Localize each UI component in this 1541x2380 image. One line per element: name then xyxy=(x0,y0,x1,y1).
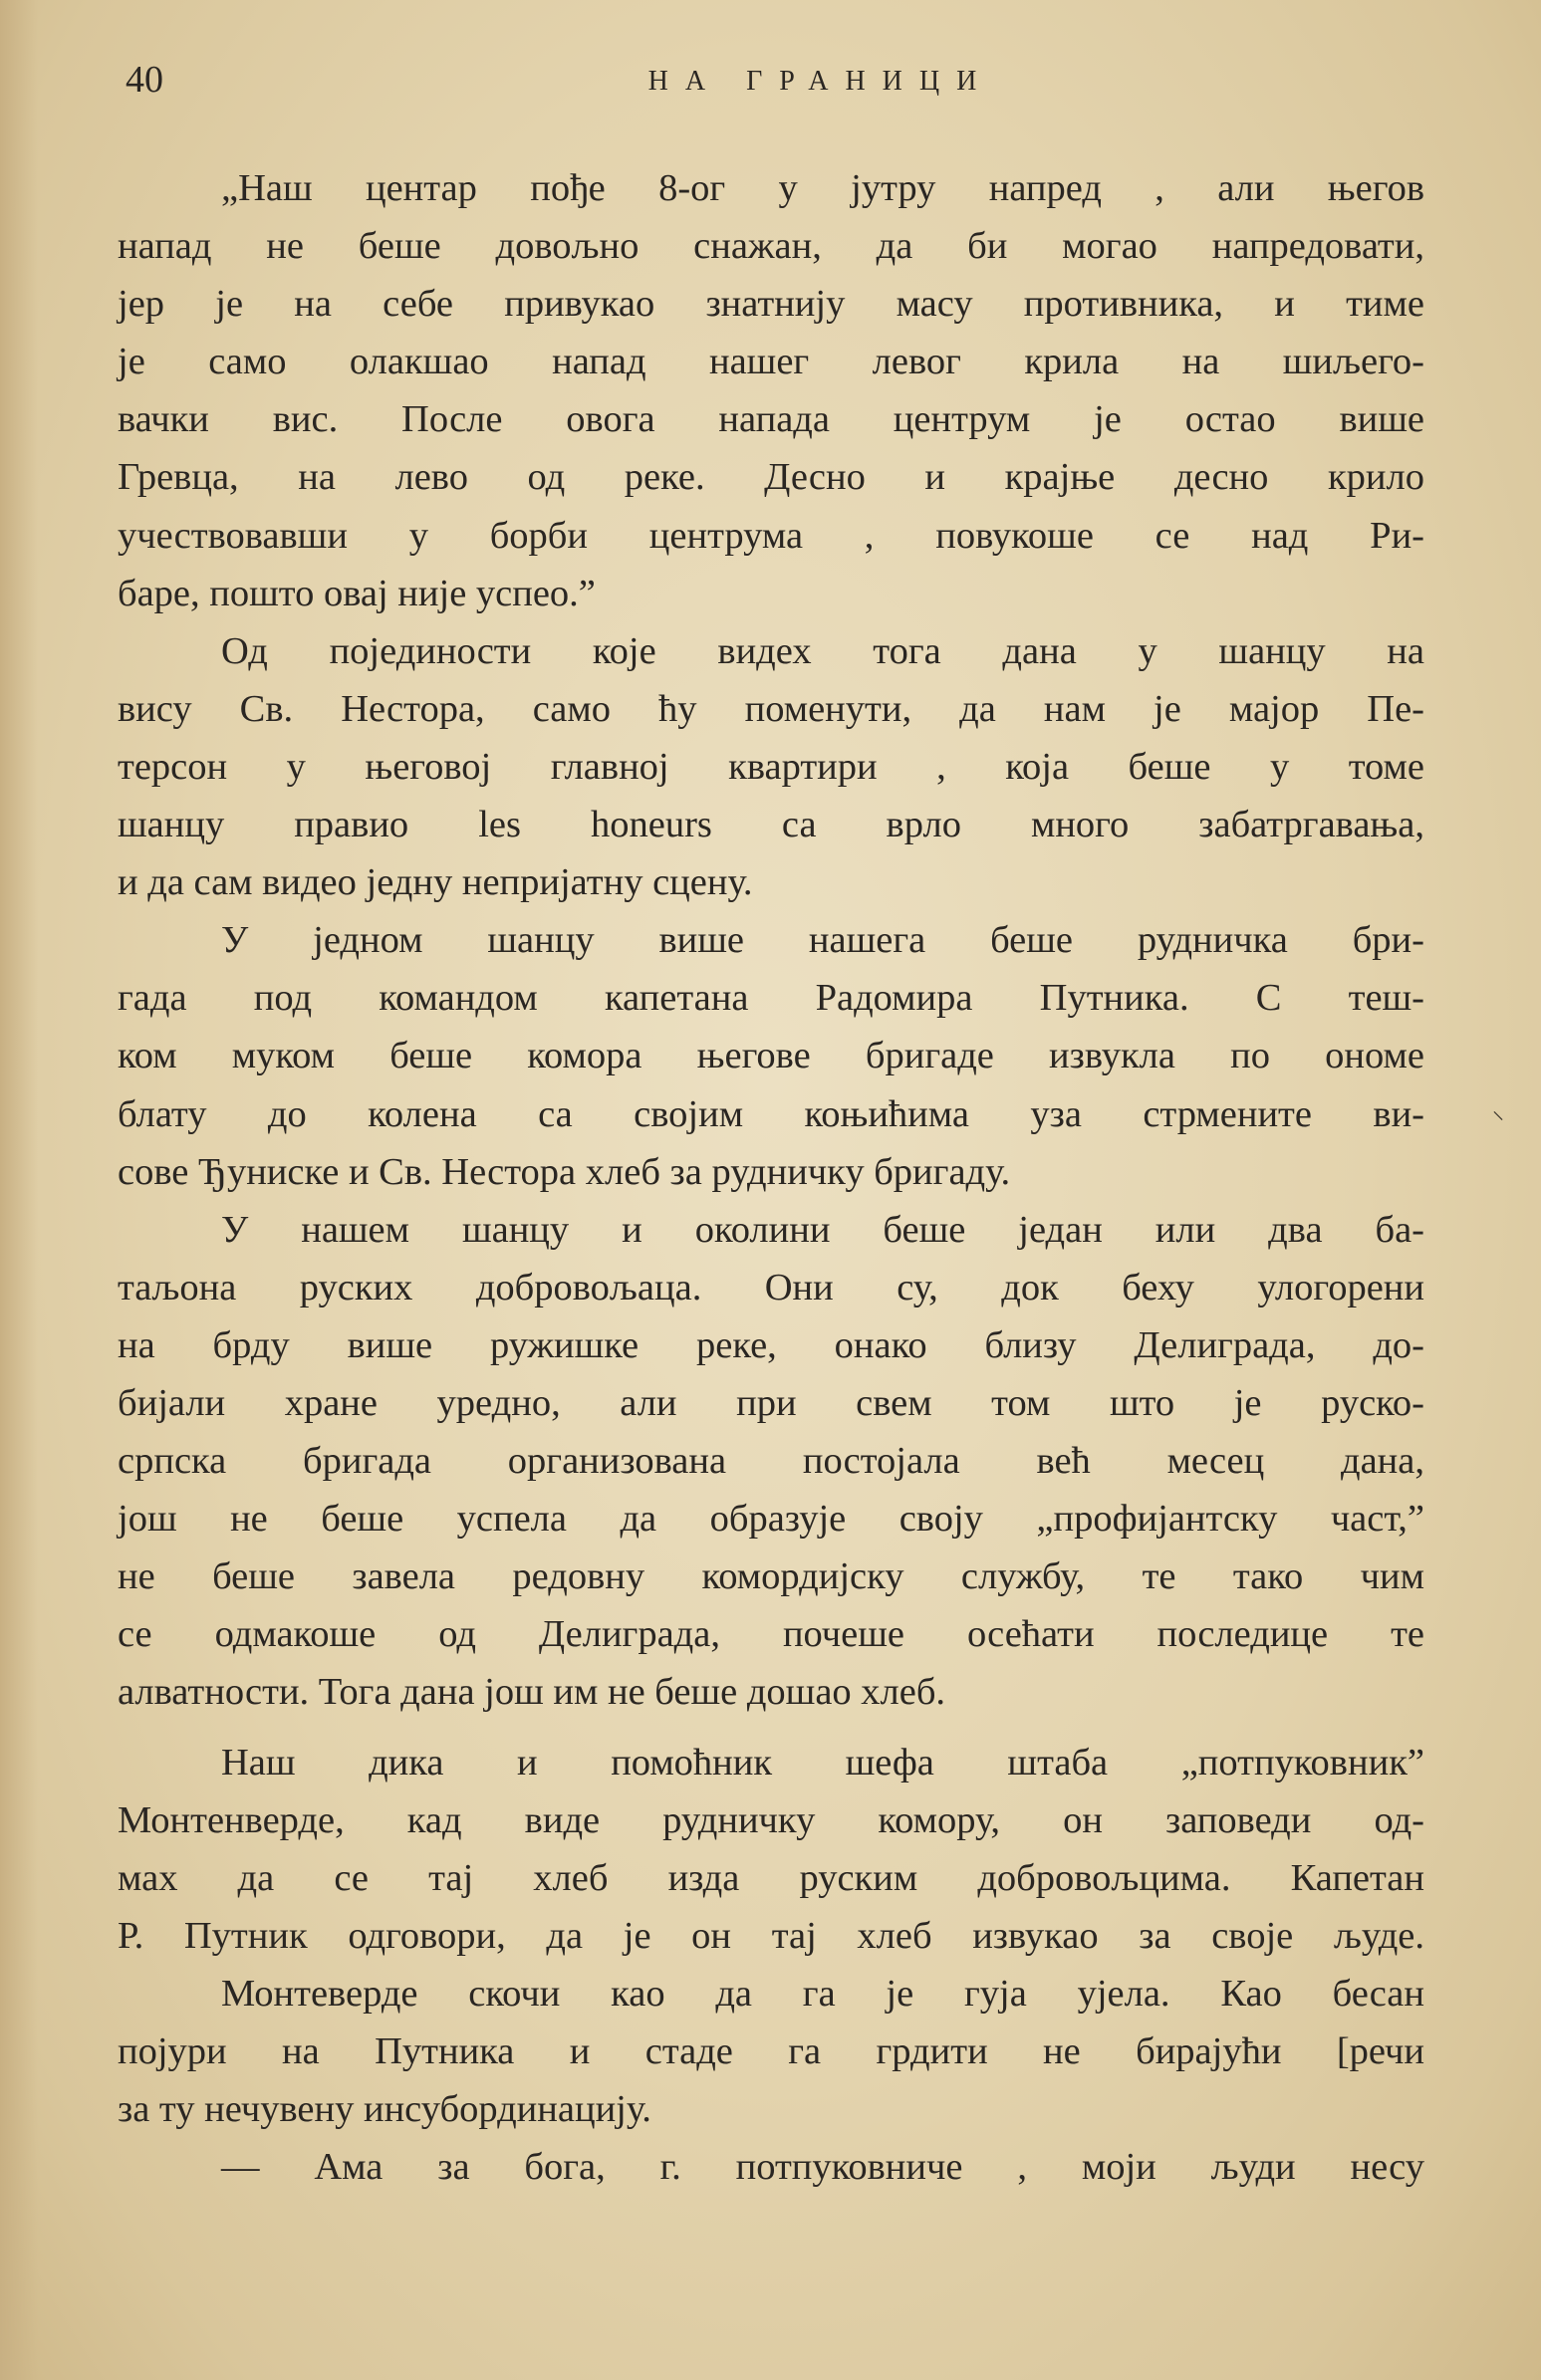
page-number: 40 xyxy=(126,59,163,101)
paragraph-gap xyxy=(118,1722,1424,1734)
paragraph xyxy=(118,911,1424,1200)
text-line: У једном шанцу више нашега беше рудничка бри- xyxy=(221,919,1424,962)
text-line: вачки вис. После овога напада центрум је остао више xyxy=(118,398,1424,441)
text-line: баре, пошто овај није успео.” xyxy=(118,572,596,614)
running-head: НА ГРАНИЦИ xyxy=(647,66,994,97)
paragraph xyxy=(118,159,1424,622)
paragraph xyxy=(118,2138,1424,2196)
text-line: сове Ђуниске и Св. Нестора хлеб за рудничку бригаду. xyxy=(118,1150,1011,1193)
text-line: на брду више ружишке реке, онако близу Делиграда, до- xyxy=(118,1323,1424,1366)
text-line: ком муком беше комора његове бригаде извукла по ономе xyxy=(118,1035,1424,1077)
text-line: не беше завела редовну комордијску службу, те тако чим xyxy=(118,1555,1424,1598)
text-line: и да сам видео једну непријатну сцену. xyxy=(118,861,753,904)
text-line: српска бригада организована постојала већ месец дана, xyxy=(118,1440,1424,1483)
paragraph xyxy=(118,1965,1424,2138)
text-line: појури на Путника и стаде га грдити не бирајући [речи xyxy=(118,2030,1424,2072)
text-line: се одмакоше од Делиграда, почеше осећати последице те xyxy=(118,1613,1424,1656)
text-line: алватности. Тога дана још им не беше дошао хлеб. xyxy=(118,1671,946,1714)
body-text xyxy=(118,159,1424,2196)
text-line: бијали хране уредно, али при свем том што је руско- xyxy=(118,1381,1424,1424)
text-line: учествовавши у борби центрума , повукоше се над Ри- xyxy=(118,514,1424,557)
paragraph xyxy=(118,622,1424,911)
text-line: блату до колена са својим коњићима уза стрмените ви- xyxy=(118,1092,1424,1135)
text-line: терсон у његовој главној квартири , која беше у томе xyxy=(118,745,1424,788)
text-line: гада под командом капетана Радомира Путника. С теш- xyxy=(118,977,1424,1020)
text-line: за ту нечувену инсубординацију. xyxy=(118,2088,651,2131)
text-line: напад не беше довољно снажан, да би могао напредовати, xyxy=(118,225,1424,268)
text-line: мах да се тај хлеб изда руским добровољцима. Капетан xyxy=(118,1856,1424,1899)
text-line: Гревца, на лево од реке. Десно и крајње десно крило xyxy=(118,456,1424,499)
text-line: Монтенверде, кад виде рудничку комору, он заповеди од- xyxy=(118,1798,1424,1841)
text-line: „Наш центар пође 8-ог у јутру напред , али његов xyxy=(221,167,1424,209)
text-line: У нашем шанцу и околини беше један или два ба- xyxy=(221,1208,1424,1251)
text-line: Наш дика и помоћник шефа штаба „потпуковник” xyxy=(221,1741,1424,1784)
text-line: Р. Путник одговори, да је он тај хлеб извукао за своје људе. xyxy=(118,1914,1424,1957)
paragraph xyxy=(118,1734,1424,1965)
paragraph xyxy=(118,1201,1424,1722)
text-line: Од појединости које видех тога дана у шанцу на xyxy=(221,629,1424,672)
text-line: јер је на себе привукао знатнију масу противника, и тиме xyxy=(118,283,1424,326)
text-line: вису Св. Нестора, само ћу поменути, да нам је мајор Пе- xyxy=(118,687,1424,730)
margin-mark: ⸜ xyxy=(1492,1098,1504,1124)
page-header xyxy=(118,58,1424,108)
text-line: — Ама за бога, г. потпуковниче , моји људи несу xyxy=(221,2146,1424,2189)
page-edge-shadow xyxy=(0,0,38,2380)
text-line: још не беше успела да образује своју „профијантску част,” xyxy=(118,1498,1424,1541)
text-line: таљона руских добровољаца. Они су, док беху улогорени xyxy=(118,1266,1424,1309)
text-line: је само олакшао напад нашег левог крила на шиљего- xyxy=(118,341,1424,383)
text-line: Монтеверде скочи као да га је гуја ујела. Као бесан xyxy=(221,1972,1424,2015)
text-line: шанцу правио les honeurs са врло много забатргавања, xyxy=(118,804,1424,846)
